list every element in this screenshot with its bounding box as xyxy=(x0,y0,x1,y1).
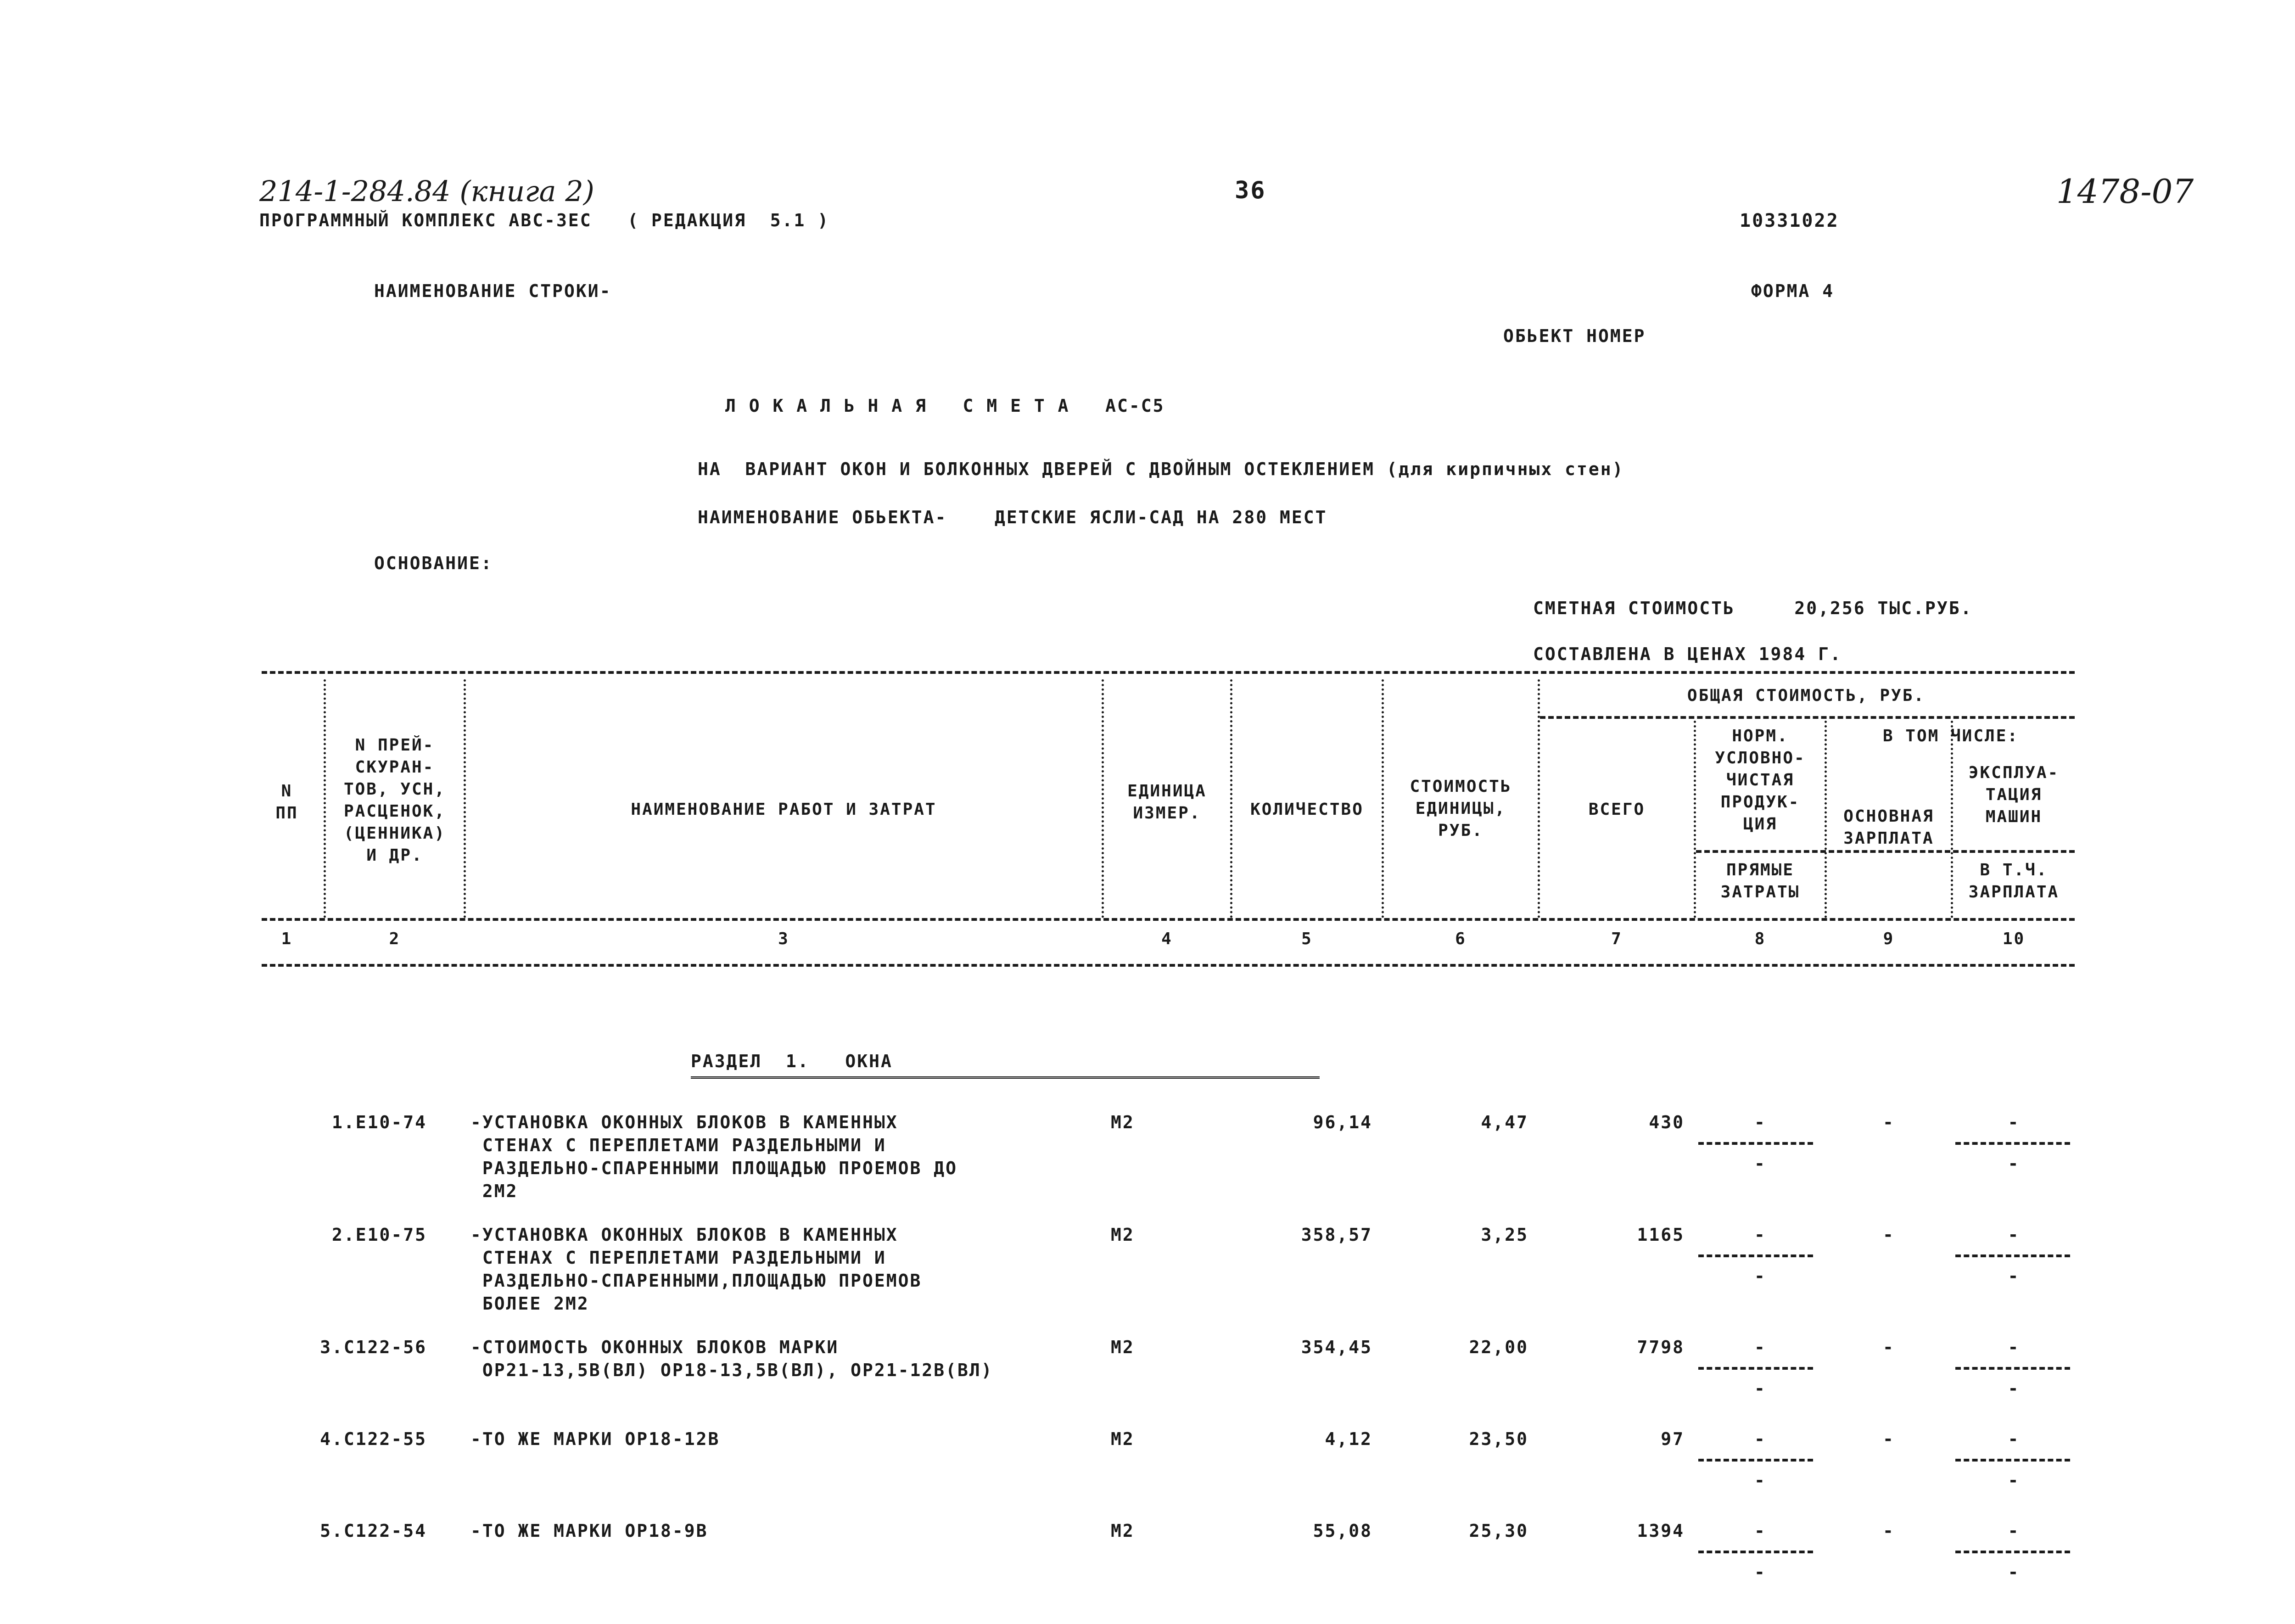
row-unit-cost: 4,47 xyxy=(1481,1112,1528,1132)
row-machines: - xyxy=(2008,1429,2020,1449)
row-total: 1394 xyxy=(1637,1521,1685,1541)
handwritten-reference: 1478-07 xyxy=(2056,172,2194,211)
row-name: -ТО ЖЕ МАРКИ ОР18-9В xyxy=(470,1521,708,1541)
row-unit: М2 xyxy=(1111,1337,1135,1357)
column-number: 10 xyxy=(2002,930,2026,948)
row-unit: М2 xyxy=(1111,1112,1135,1132)
row-code: 3.С122-56 xyxy=(320,1337,427,1357)
row-machines: - xyxy=(2008,1225,2020,1245)
document-code: 10331022 xyxy=(1740,210,1839,231)
row-direct-costs: - xyxy=(1754,1154,1766,1174)
header-unit: ЕДИНИЦА ИЗМЕР. xyxy=(1127,782,1207,823)
row-name: -ТО ЖЕ МАРКИ ОР18-12В xyxy=(470,1429,720,1449)
object-number-label: ОБЬЕКТ НОМЕР xyxy=(1503,326,1646,346)
column-number: 7 xyxy=(1611,930,1623,948)
row-direct-costs: - xyxy=(1754,1562,1766,1582)
row-direct-costs: - xyxy=(1754,1470,1766,1490)
row-incl-wages: - xyxy=(2008,1562,2020,1582)
cell-divider xyxy=(1955,1459,2070,1462)
header-direct-costs: ПРЯМЫЕ ЗАТРАТЫ xyxy=(1720,861,1800,902)
document-heading: Л О К А Л Ь Н А Я С М Е Т А АС-С5 xyxy=(725,396,1165,416)
cell-divider xyxy=(1698,1459,1813,1462)
document-subtitle: НА ВАРИАНТ ОКОН И БОЛКОННЫХ ДВЕРЕЙ С ДВОЙНЫМ ОСТЕКЛЕНИЕМ (для кирпичных стен) xyxy=(698,459,1624,479)
row-wages: - xyxy=(1883,1112,1895,1132)
column-numbers-bottom-border xyxy=(262,964,2075,967)
row-total: 1165 xyxy=(1637,1225,1685,1245)
row-norm: - xyxy=(1754,1521,1766,1541)
row-quantity: 358,57 xyxy=(1301,1225,1372,1245)
header-bottom-border xyxy=(262,918,2075,921)
row-total: 7798 xyxy=(1637,1337,1685,1357)
row-incl-wages: - xyxy=(2008,1154,2020,1174)
column-number: 3 xyxy=(778,930,789,948)
program-name: ПРОГРАММНЫЙ КОМПЛЕКС АВС-3ЕС ( РЕДАКЦИЯ 5.1 ) xyxy=(259,210,830,230)
row-unit: М2 xyxy=(1111,1429,1135,1449)
row-quantity: 55,08 xyxy=(1313,1521,1372,1541)
row-total: 97 xyxy=(1661,1429,1685,1449)
object-name: НАИМЕНОВАНИЕ ОБЬЕКТА- ДЕТСКИЕ ЯСЛИ-САД НА 280 МЕСТ xyxy=(698,507,1327,527)
table-top-border xyxy=(262,671,2075,674)
header-name: НАИМЕНОВАНИЕ РАБОТ И ЗАТРАТ xyxy=(631,800,937,819)
header-total: ВСЕГО xyxy=(1588,800,1646,819)
column-number: 4 xyxy=(1161,930,1173,948)
header-machines: ЭКСПЛУА- ТАЦИЯ МАШИН xyxy=(1968,763,2060,826)
cell-divider xyxy=(1955,1367,2070,1370)
estimated-cost: СМЕТНАЯ СТОИМОСТЬ 20,256 ТЫС.РУБ. xyxy=(1533,598,1973,618)
row-name: -УСТАНОВКА ОКОННЫХ БЛОКОВ В КАМЕННЫХ СТЕНАХ С ПЕРЕПЛЕТАМИ РАЗДЕЛЬНЫМИ И РАЗДЕЛЬНО-СПАРЕННЫМИ ПЛОЩАДЬЮ ПРОЕМОВ ДО 2М2 xyxy=(470,1112,957,1201)
header-quantity: КОЛИЧЕСТВО xyxy=(1250,800,1364,819)
row-norm: - xyxy=(1754,1429,1766,1449)
column-number: 1 xyxy=(281,930,293,948)
row-incl-wages: - xyxy=(2008,1470,2020,1490)
row-quantity: 4,12 xyxy=(1325,1429,1372,1449)
cell-divider xyxy=(1955,1551,2070,1553)
section-title-underline xyxy=(691,1076,1320,1081)
row-unit: М2 xyxy=(1111,1225,1135,1245)
cell-divider xyxy=(1698,1142,1813,1145)
row-quantity: 96,14 xyxy=(1313,1112,1372,1132)
column-number: 6 xyxy=(1455,930,1467,948)
header-num: N ПП xyxy=(275,782,298,823)
cell-divider xyxy=(1955,1254,2070,1257)
row-unit-cost: 3,25 xyxy=(1481,1225,1528,1245)
row-norm: - xyxy=(1754,1337,1766,1357)
row-name: -УСТАНОВКА ОКОННЫХ БЛОКОВ В КАМЕННЫХ СТЕНАХ С ПЕРЕПЛЕТАМИ РАЗДЕЛЬНЫМИ И РАЗДЕЛЬНО-СПАРЕННЫМИ,ПЛОЩАДЬЮ ПРОЕМОВ БОЛЕЕ 2М2 xyxy=(470,1225,922,1314)
header-incl-wages: В Т.Ч. ЗАРПЛАТА xyxy=(1968,861,2060,902)
row-incl-wages: - xyxy=(2008,1266,2020,1286)
row-norm: - xyxy=(1754,1112,1766,1132)
header-norm: НОРМ. УСЛОВНО- ЧИСТАЯ ПРОДУК- ЦИЯ xyxy=(1715,727,1806,834)
row-quantity: 354,45 xyxy=(1301,1337,1372,1357)
header-group-divider xyxy=(1540,716,2075,719)
row-code: 5.С122-54 xyxy=(320,1521,427,1541)
row-code: 4.С122-55 xyxy=(320,1429,427,1449)
row-direct-costs: - xyxy=(1754,1378,1766,1399)
line-name-label: НАИМЕНОВАНИЕ СТРОКИ- xyxy=(374,281,612,301)
header-wages: ОСНОВНАЯ ЗАРПЛАТА xyxy=(1843,807,1934,848)
page-number: 36 xyxy=(1235,177,1266,204)
column-number: 2 xyxy=(389,930,401,948)
cell-divider xyxy=(1698,1254,1813,1257)
row-wages: - xyxy=(1883,1225,1895,1245)
row-wages: - xyxy=(1883,1521,1895,1541)
prices-year: СОСТАВЛЕНА В ЦЕНАХ 1984 Г. xyxy=(1533,644,1842,664)
row-norm: - xyxy=(1754,1225,1766,1245)
row-unit-cost: 23,50 xyxy=(1469,1429,1528,1449)
header-including: В ТОМ ЧИСЛЕ: xyxy=(1882,727,2019,745)
cell-divider xyxy=(1698,1367,1813,1370)
basis-label: ОСНОВАНИЕ: xyxy=(374,553,493,573)
row-machines: - xyxy=(2008,1112,2020,1132)
column-number: 5 xyxy=(1301,930,1313,948)
row-machines: - xyxy=(2008,1337,2020,1357)
row-code: 1.Е10-74 xyxy=(331,1112,427,1132)
cell-divider xyxy=(1955,1142,2070,1145)
row-incl-wages: - xyxy=(2008,1378,2020,1399)
row-wages: - xyxy=(1883,1337,1895,1357)
column-number: 9 xyxy=(1883,930,1895,948)
row-total: 430 xyxy=(1649,1112,1685,1132)
row-unit: М2 xyxy=(1111,1521,1135,1541)
header-unit-cost: СТОИМОСТЬ ЕДИНИЦЫ, РУБ. xyxy=(1410,777,1512,840)
column-number: 8 xyxy=(1754,930,1766,948)
document-reference: 214-1-284.84 (книга 2) xyxy=(259,174,594,208)
header-sub-divider xyxy=(1696,850,2075,853)
row-code: 2.Е10-75 xyxy=(331,1225,427,1245)
header-code: N ПРЕЙ- СКУРАН- ТОВ, УСН, РАСЦЕНОК, (ЦЕННИКА) И ДР. xyxy=(343,736,446,865)
section-title: РАЗДЕЛ 1. ОКНА xyxy=(691,1051,893,1071)
row-direct-costs: - xyxy=(1754,1266,1766,1286)
row-name: -СТОИМОСТЬ ОКОННЫХ БЛОКОВ МАРКИ ОР21-13,5В(ВЛ) ОР18-13,5В(ВЛ), ОР21-12В(ВЛ) xyxy=(470,1337,993,1380)
row-machines: - xyxy=(2008,1521,2020,1541)
header-total-group: ОБЩАЯ СТОИМОСТЬ, РУБ. xyxy=(1687,686,1926,705)
form-label: ФОРМА 4 xyxy=(1751,281,1835,301)
row-wages: - xyxy=(1883,1429,1895,1449)
row-unit-cost: 25,30 xyxy=(1469,1521,1528,1541)
row-unit-cost: 22,00 xyxy=(1469,1337,1528,1357)
cell-divider xyxy=(1698,1551,1813,1553)
